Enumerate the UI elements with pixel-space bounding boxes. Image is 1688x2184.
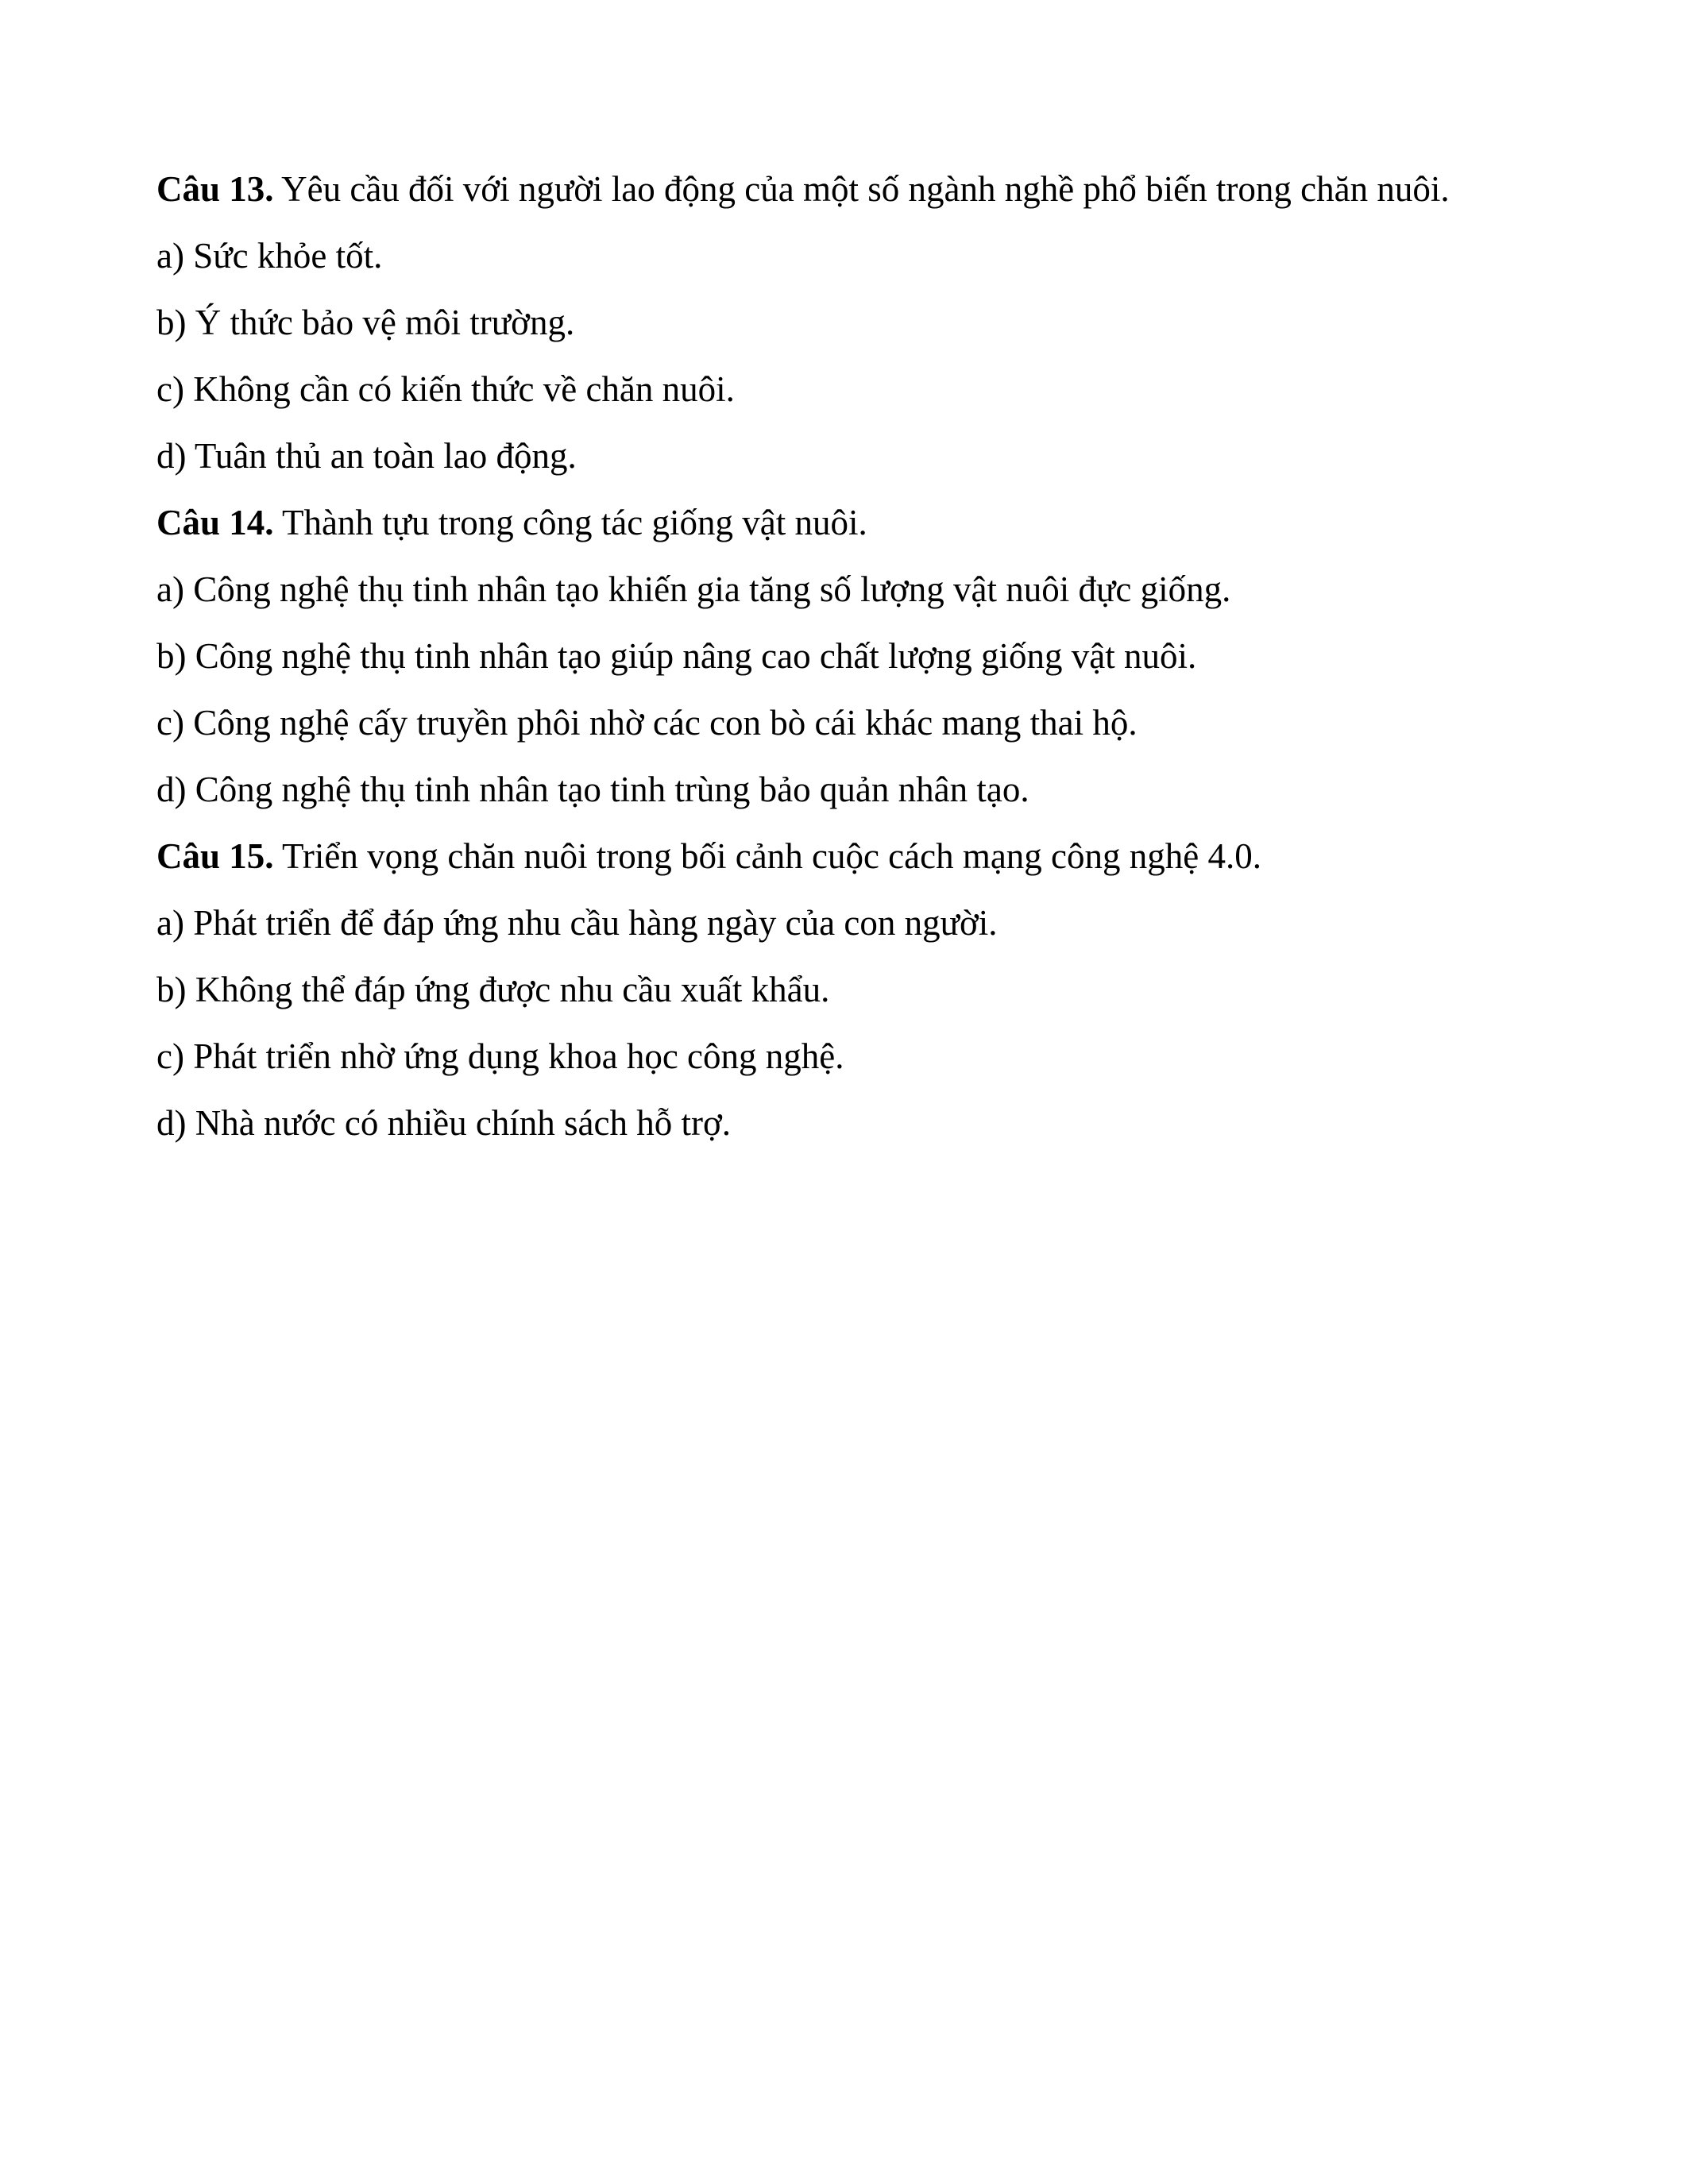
question-14-option-a: a) Công nghệ thụ tinh nhân tạo khiến gia tăng số lượng vật nuôi đực giống. <box>156 569 1231 609</box>
question-14-option-d: d) Công nghệ thụ tinh nhân tạo tinh trùng bảo quản nhân tạo. <box>156 770 1029 809</box>
question-13-option-c: c) Không cần có kiến thức về chăn nuôi. <box>156 369 735 409</box>
question-14-option-c: c) Công nghệ cấy truyền phôi nhờ các con bò cái khác mang thai hộ. <box>156 703 1138 743</box>
question-15-option-d: d) Nhà nước có nhiều chính sách hỗ trợ. <box>156 1103 732 1143</box>
question-15-label: Câu 15. <box>156 836 274 876</box>
question-13-block <box>156 156 1532 489</box>
question-13-stem <box>156 156 1532 222</box>
question-13-label: Câu 13. <box>156 169 274 209</box>
question-13-option-d: d) Tuân thủ an toàn lao động. <box>156 436 577 476</box>
question-14-option-b: b) Công nghệ thụ tinh nhân tạo giúp nâng cao chất lượng giống vật nuôi. <box>156 636 1197 676</box>
question-14-text: Thành tựu trong công tác giống vật nuôi. <box>281 503 867 542</box>
question-15-text: Triển vọng chăn nuôi trong bối cảnh cuộc cách mạng công nghệ 4.0. <box>281 836 1262 876</box>
question-15-stem <box>156 823 1532 889</box>
question-15-block <box>156 823 1532 1156</box>
question-list <box>156 156 1532 1156</box>
question-14-stem <box>156 489 1532 556</box>
question-15-option-b: b) Không thể đáp ứng được nhu cầu xuất khẩu. <box>156 970 830 1009</box>
question-13-option-a: a) Sức khỏe tốt. <box>156 236 383 276</box>
question-13-option-b: b) Ý thức bảo vệ môi trường. <box>156 303 575 342</box>
question-14-block <box>156 489 1532 823</box>
question-13-text: Yêu cầu đối với người lao động của một số ngành nghề phổ biến trong chăn nuôi. <box>281 169 1450 209</box>
question-14-label: Câu 14. <box>156 503 274 542</box>
question-15-option-c: c) Phát triển nhờ ứng dụng khoa học công nghệ. <box>156 1036 844 1076</box>
question-15-option-a: a) Phát triển để đáp ứng nhu cầu hàng ngày của con người. <box>156 903 998 943</box>
